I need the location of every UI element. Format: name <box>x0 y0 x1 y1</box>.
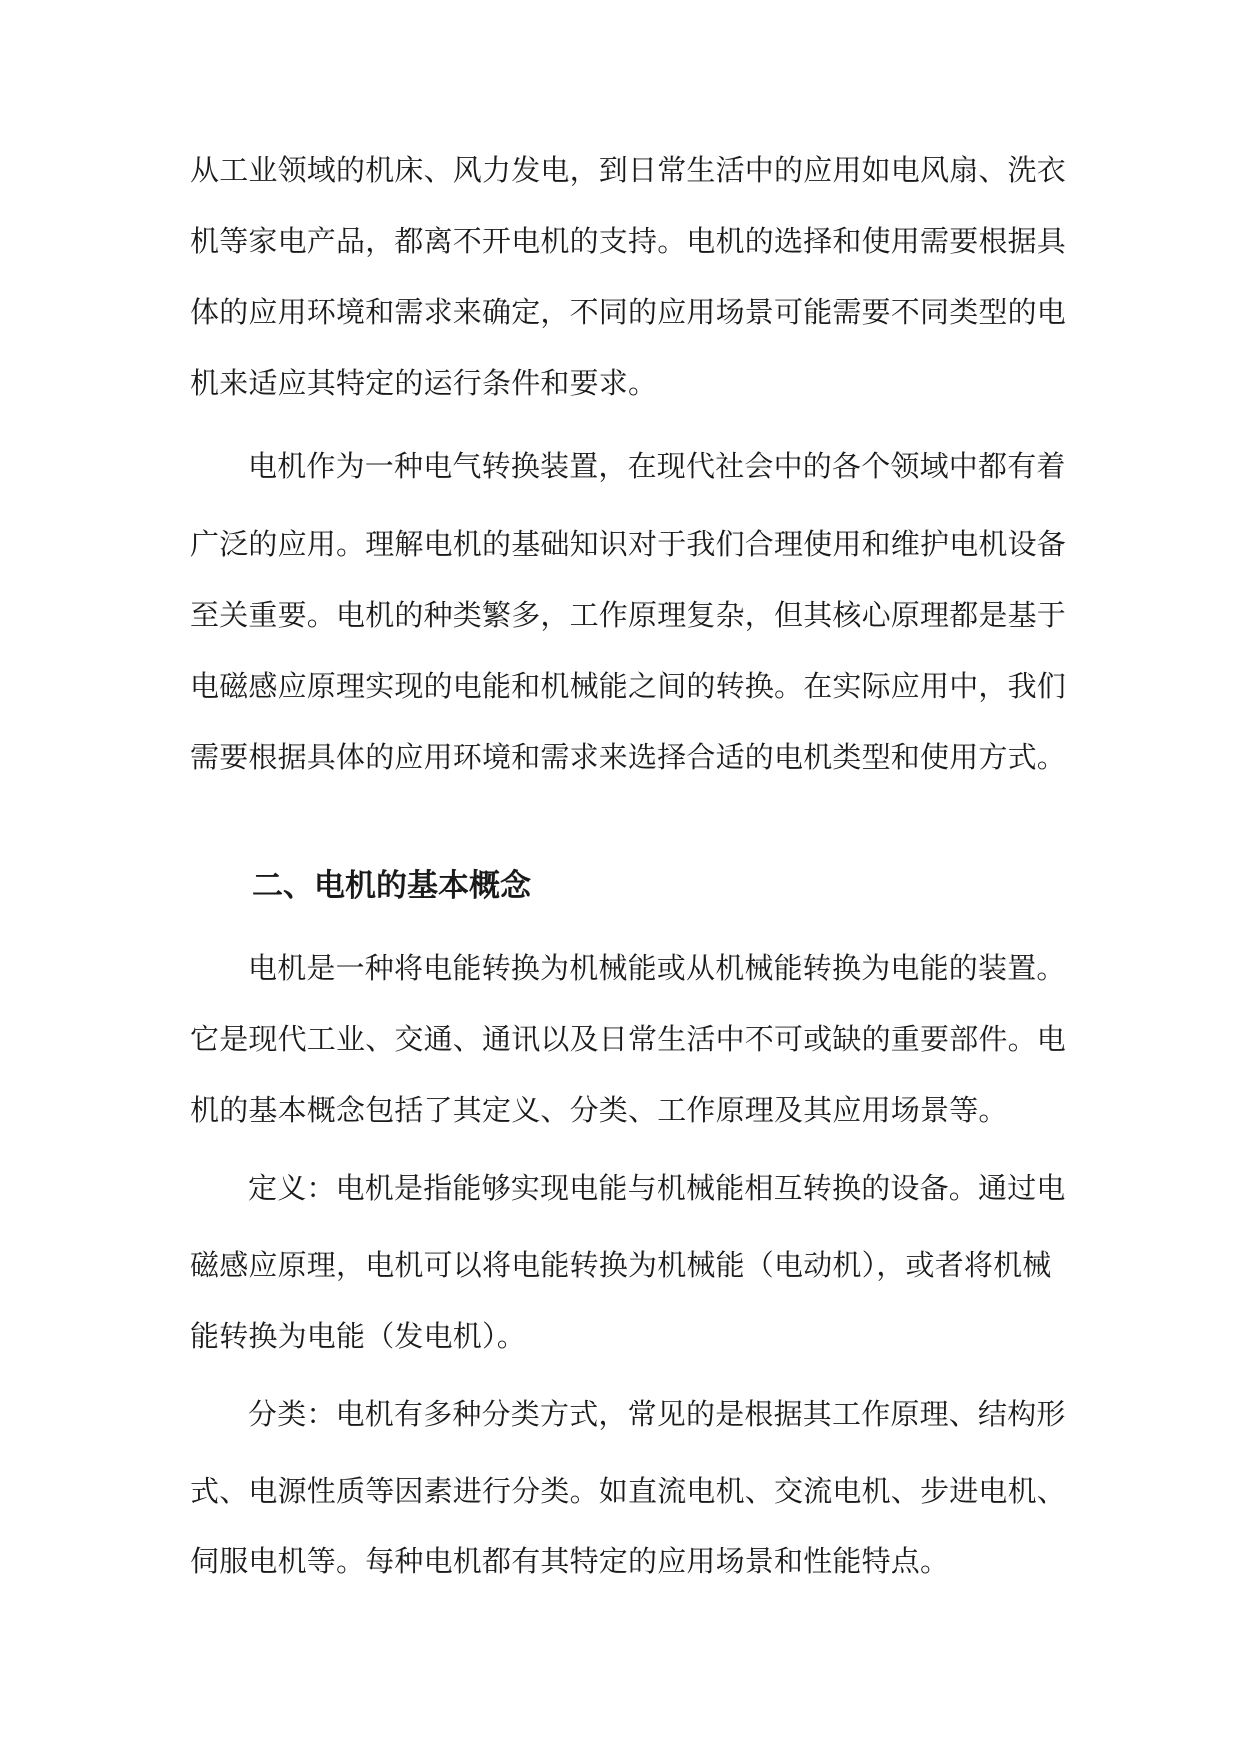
section-paragraph-3-line-1: 分类：电机有多种分类方式，常见的是根据其工作原理、结构形 <box>248 1397 1066 1431</box>
section-paragraph-1-line-2: 它是现代工业、交通、通讯以及日常生活中不可或缺的重要部件。电 <box>190 1022 1067 1056</box>
section-paragraph-2-line-2: 磁感应原理，电机可以将电能转换为机械能（电动机），或者将机械 <box>190 1248 1052 1282</box>
paragraph-2-line-3: 至关重要。电机的种类繁多，工作原理复杂，但其核心原理都是基于 <box>190 598 1067 632</box>
paragraph-2-line-1: 电机作为一种电气转换装置，在现代社会中的各个领域中都有着 <box>248 449 1066 483</box>
section-paragraph-2-line-3: 能转换为电能（发电机）。 <box>190 1319 526 1353</box>
paragraph-2-line-5: 需要根据具体的应用环境和需求来选择合适的电机类型和使用方式。 <box>190 740 1067 774</box>
section-paragraph-1-line-3: 机的基本概念包括了其定义、分类、工作原理及其应用场景等。 <box>190 1093 1008 1127</box>
section-paragraph-3-line-3: 伺服电机等。每种电机都有其特定的应用场景和性能特点。 <box>190 1544 950 1578</box>
paragraph-1-line-1: 从工业领域的机床、风力发电，到日常生活中的应用如电风扇、洗衣 <box>190 153 1067 187</box>
paragraph-1-line-2: 机等家电产品，都离不开电机的支持。电机的选择和使用需要根据具 <box>190 224 1067 258</box>
section-paragraph-2-line-1: 定义：电机是指能够实现电能与机械能相互转换的设备。通过电 <box>248 1171 1066 1205</box>
section-paragraph-1-line-1: 电机是一种将电能转换为机械能或从机械能转换为电能的装置。 <box>248 951 1066 985</box>
paragraph-2-line-2: 广泛的应用。理解电机的基础知识对于我们合理使用和维护电机设备 <box>190 527 1067 561</box>
paragraph-1-line-4: 机来适应其特定的运行条件和要求。 <box>190 366 658 400</box>
section-paragraph-3-line-2: 式、电源性质等因素进行分类。如直流电机、交流电机、步进电机、 <box>190 1474 1067 1508</box>
section-heading: 二、电机的基本概念 <box>252 868 531 904</box>
paragraph-2-line-4: 电磁感应原理实现的电能和机械能之间的转换。在实际应用中，我们 <box>190 669 1067 703</box>
paragraph-1-line-3: 体的应用环境和需求来确定，不同的应用场景可能需要不同类型的电 <box>190 295 1067 329</box>
